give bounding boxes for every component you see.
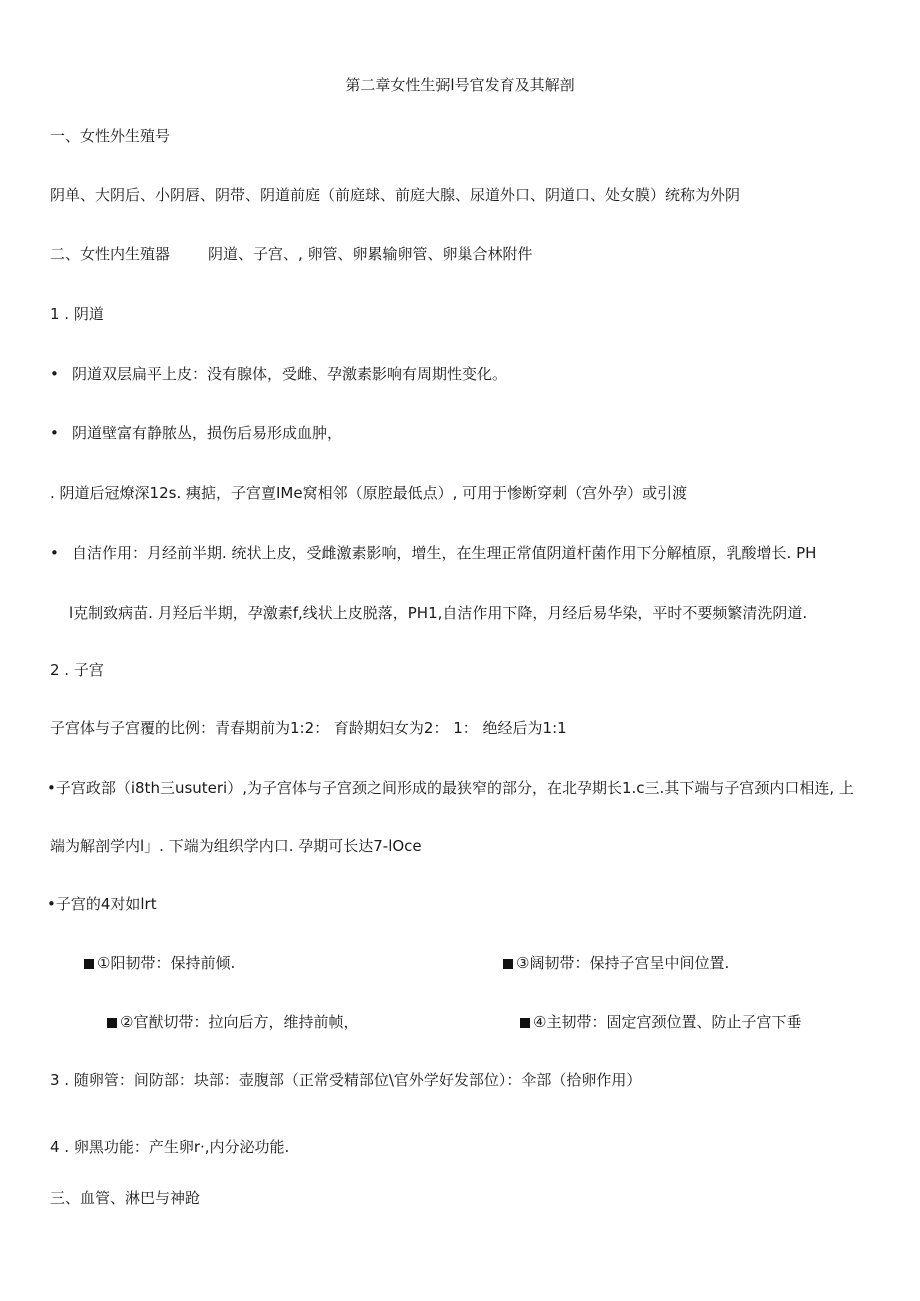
square-bullet-icon [520, 1018, 530, 1028]
uterus-isthmus-text-cont: 端为解剖学内l」. 下端为组织学内口. 孕期可长达7-lOce [50, 837, 422, 855]
bullet-dot: • [50, 424, 59, 442]
section-heading-internal: 二、女性内生殖器 [50, 245, 171, 263]
subsection-ovary: 4 . 卵黑功能：产生卵r·,内分泌功能. [50, 1138, 290, 1156]
uterus-ligaments-heading: •子宫的4对如lrt [47, 895, 157, 913]
vagina-point-4: 自洁作用：月经前半期. 统状上皮，受雌激素影响，增生，在生理正常值阴道杆菌作用下分解植原，乳酸增长. PH [72, 544, 817, 562]
ligament-cardinal [520, 1012, 801, 1032]
ligament-cardinal-text: ④主韧带：固定宫颈位置、防止子宫下垂 [533, 1013, 802, 1031]
ligament-round [84, 953, 235, 973]
vagina-point-2: 阴道壁富有静脓丛，损伤后易形成血肿， [72, 424, 343, 442]
section-heading-external: 一、女性外生殖号 [50, 127, 171, 145]
uterus-ratio-text: 子宫体与子宫覆的比例：青春期前为1:2： 育龄期妇女为2： 1： 绝经后为1:1 [50, 719, 567, 737]
ligament-uterosacral [107, 1012, 358, 1032]
square-bullet-icon [503, 959, 513, 969]
subsection-uterus-title: 2 . 子宫 [50, 661, 104, 679]
bullet-dot: • [50, 544, 59, 562]
external-genitalia-text: 阴单、大阴后、小阴唇、阴带、阴道前庭（前庭球、前庭大腺、尿道外口、阴道口、处女膜）统称为外阴 [50, 186, 741, 204]
subsection-vagina-title: 1 . 阴道 [50, 305, 104, 323]
ligament-round-text: ①阳韧带：保持前倾. [97, 954, 236, 972]
uterus-isthmus-text: •子宫政部（i8th三usuteri）,为子宫体与子宫颈之间形成的最狭窄的部分，在北孕期长1.c三.其下端与子宫颈内口相连, 上 [47, 779, 854, 797]
square-bullet-icon [107, 1018, 117, 1028]
bullet-dot: • [50, 365, 59, 383]
ligament-broad [503, 953, 729, 973]
page-title: 第二章女性生弼l号官发育及其解剖 [345, 76, 575, 94]
section-heading-vessels: 三、血管、淋巴与神跄 [50, 1189, 201, 1207]
internal-genitalia-list: 阴道、子宫、, 卵管、卵累输卵管、卵巢合林附件 [208, 245, 533, 263]
ligament-uterosacral-text: ②官猷切带：拉向后方，维持前帧， [120, 1013, 359, 1031]
vagina-point-3: . 阴道后冠燎深12s. 痍掂，子宫亶IMe窝相邻（原腔最低点）, 可用于惨断穿刺（宫外孕）或引渡 [50, 484, 688, 502]
square-bullet-icon [84, 959, 94, 969]
vagina-point-4-cont: l克制致病苗. 月羟后半期，孕激素f,线状上皮脱落，PH1,自洁作用下降，月经后易华染，平时不要频繁清洗阴道. [69, 604, 808, 622]
subsection-fallopian-tube: 3 . 随卵管：间防部：块部：壶腹部（正常受精部位\官外学好发部位）：伞部（拾卵作用） [50, 1071, 642, 1089]
vagina-point-1: 阴道双层扁平上皮：没有腺体，受雌、孕激素影响有周期性变化。 [72, 365, 508, 383]
ligament-broad-text: ③阔韧带：保持子宫呈中间位置. [516, 954, 730, 972]
